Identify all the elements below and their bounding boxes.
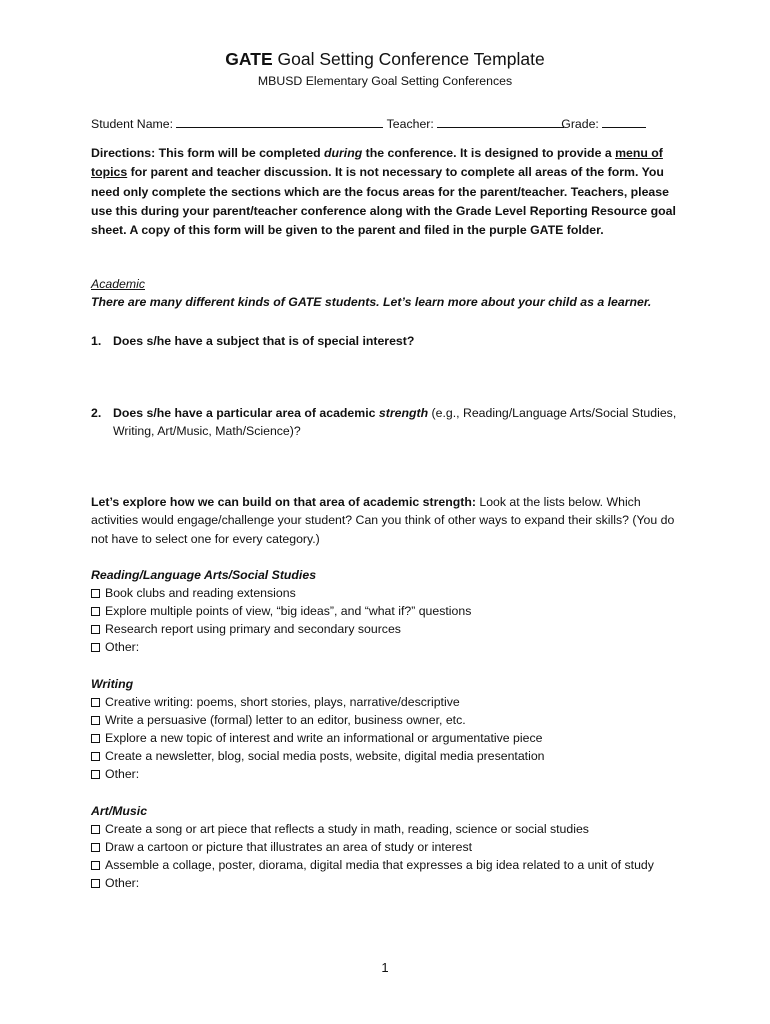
checkbox[interactable] [91, 716, 100, 725]
explore-bold: Let’s explore how we can build on that area of academic strength: [91, 495, 476, 509]
directions-text-1: Directions: This form will be completed [91, 146, 324, 160]
directions-text-3: for parent and teacher discussion. It is not necessary to complete all areas of the form. You need only complete the sections which are the focus areas for the parent/teacher. Teachers, please use this during your parent/teacher conference along with the Grade Level Reporting Resource goal sheet. A copy of this form will be given to the parent and filed in the purple GATE folder. [91, 165, 676, 238]
checklist-item-label: Creative writing: poems, short stories, plays, narrative/descriptive [105, 695, 460, 710]
academic-intro: There are many different kinds of GATE students. Let’s learn more about your child as a learner. [91, 295, 652, 309]
checklist-item [91, 765, 681, 783]
checkbox[interactable] [91, 625, 100, 634]
checklist-item [91, 838, 681, 856]
directions-menu-of-topics: menu of topics [91, 146, 663, 180]
title-rest: Goal Setting Conference Template [272, 49, 545, 69]
question-2-bold: Does s/he have a particular area of academic [113, 406, 379, 420]
checklist-item [91, 711, 681, 729]
checkbox[interactable] [91, 752, 100, 761]
category-reading [91, 566, 681, 656]
question-1-number: 1. [91, 334, 102, 348]
question-2-strength: strength [378, 406, 429, 420]
checklist-item [91, 638, 681, 656]
checklist-item-label: Create a song or art piece that reflects a study in math, reading, science or social studies [105, 822, 589, 837]
title-bold: GATE [225, 49, 273, 69]
checklist-item [91, 729, 681, 747]
checkbox[interactable] [91, 734, 100, 743]
question-1-text: Does s/he have a subject that is of special interest? [113, 334, 415, 348]
checklist-item-label: Other: [105, 876, 140, 891]
checkbox[interactable] [91, 589, 100, 598]
question-2-text [113, 404, 683, 440]
academic-heading: Academic [91, 277, 145, 291]
category-heading: Reading/Language Arts/Social Studies [91, 568, 317, 582]
checklist-item [91, 693, 681, 711]
checkbox[interactable] [91, 698, 100, 707]
checklist-item [91, 874, 681, 892]
grade-label: Grade: [561, 117, 599, 131]
checkbox[interactable] [91, 825, 100, 834]
question-2-number: 2. [91, 406, 102, 420]
student-name-label: Student Name: [91, 117, 174, 131]
teacher-field[interactable] [437, 115, 564, 128]
checklist-item [91, 856, 681, 874]
checklist-item-label: Write a persuasive (formal) letter to an editor, business owner, etc. [105, 713, 466, 728]
question-2-rest: (e.g., Reading/Language Arts/Social Studies, Writing, Art/Music, Math/Science)? [113, 406, 677, 438]
student-info-line [91, 115, 646, 131]
checkbox[interactable] [91, 843, 100, 852]
student-name-field[interactable] [176, 115, 383, 128]
directions-text-2: the conference. It is designed to provide a [362, 146, 616, 160]
directions-during: during [324, 146, 363, 160]
checkbox[interactable] [91, 770, 100, 779]
page-subtitle: MBUSD Elementary Goal Setting Conferences [257, 74, 513, 88]
page-number: 1 [381, 960, 389, 975]
checklist-item-label: Book clubs and reading extensions [105, 586, 296, 601]
checkbox[interactable] [91, 643, 100, 652]
checkbox[interactable] [91, 861, 100, 870]
checklist-item-label: Assemble a collage, poster, diorama, digital media that expresses a big idea related to a unit of study [105, 858, 654, 873]
checklist-item [91, 820, 681, 838]
checklist-item-label: Research report using primary and secondary sources [105, 622, 401, 637]
checklist-item-label: Create a newsletter, blog, social media posts, website, digital media presentation [105, 749, 545, 764]
category-heading: Writing [91, 677, 134, 691]
checkbox[interactable] [91, 607, 100, 616]
checklist-item-label: Draw a cartoon or picture that illustrates an area of study or interest [105, 840, 473, 855]
category-art-music [91, 802, 681, 892]
checklist-item [91, 747, 681, 765]
checklist-item [91, 602, 681, 620]
category-writing [91, 675, 681, 784]
checklist-item [91, 620, 681, 638]
checklist-item-label: Explore a new topic of interest and write an informational or argumentative piece [105, 731, 543, 746]
checklist-item [91, 584, 681, 602]
explore-paragraph [91, 493, 683, 548]
checklist-item-label: Other: [105, 767, 140, 782]
checklist-item-label: Other: [105, 640, 140, 655]
checklist-item-label: Explore multiple points of view, “big ideas”, and “what if?” questions [105, 604, 472, 619]
category-heading: Art/Music [91, 804, 148, 818]
grade-field[interactable] [602, 115, 646, 128]
teacher-label: Teacher: [386, 117, 434, 131]
explore-rest: Look at the lists below. Which activities would engage/challenge your student? Can you think of other ways to expand their skills? (You do not have to select one for every category.) [91, 495, 675, 546]
page-title [0, 49, 770, 70]
directions-paragraph [91, 144, 683, 240]
checkbox[interactable] [91, 879, 100, 888]
